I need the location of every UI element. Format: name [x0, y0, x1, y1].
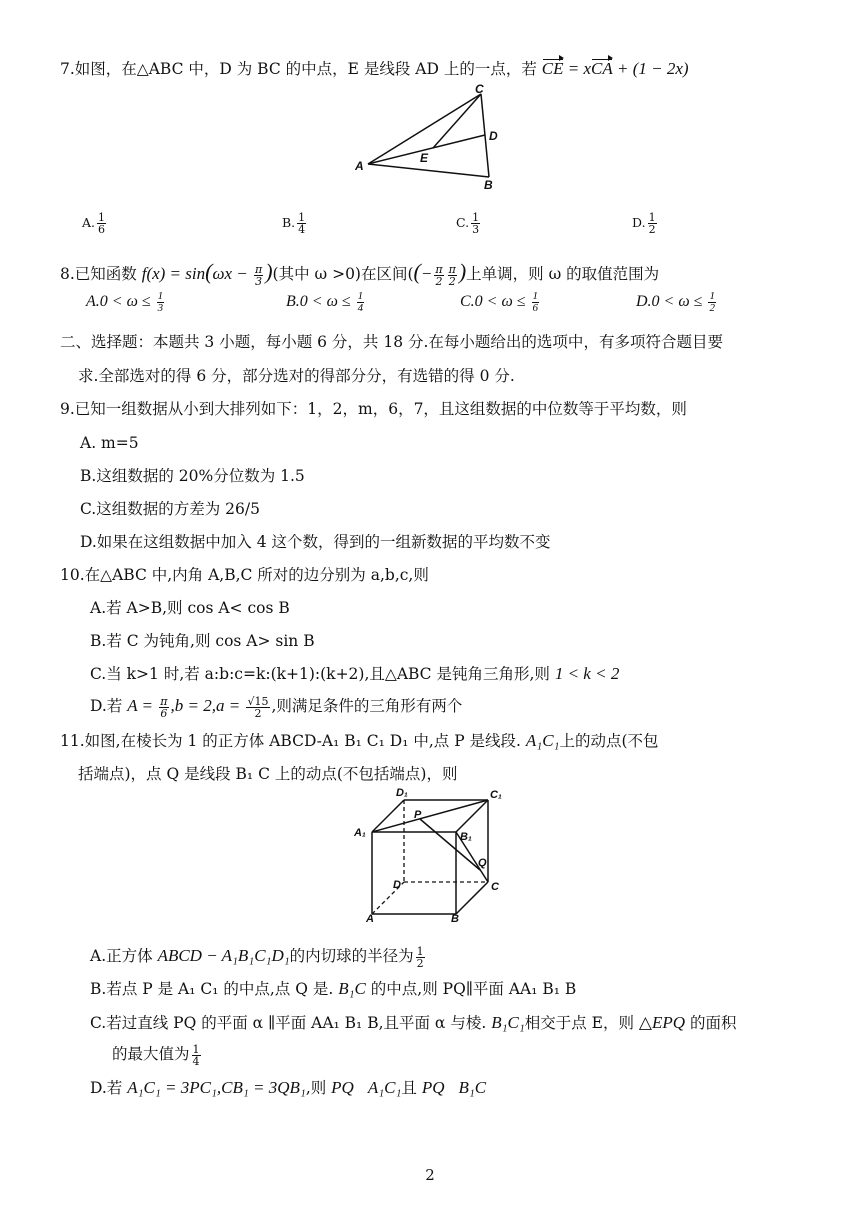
q11-option-c-line1: C.若过直线 PQ 的平面 α ∥平面 AA₁ B₁ B,且平面 α 与棱. B₁C₁相交于点 E，则 △EPQ 的面积	[90, 1013, 737, 1032]
label-c: C	[475, 82, 484, 96]
q10-option-a: A.若 A>B,则 cos A< cos B	[90, 599, 290, 617]
q8-option-b: B.0 < ω ≤ $\frac{1}{4}$	[286, 290, 364, 314]
label-q: Q	[478, 857, 487, 869]
vector-ce: CE	[541, 59, 564, 78]
label-c1: C₁	[490, 789, 502, 801]
q8-option-a: A.0 < ω ≤ $\frac{1}{3}$	[86, 290, 164, 314]
label-d: D	[489, 129, 498, 143]
label-b: B	[451, 913, 459, 922]
label-a: A	[366, 913, 374, 922]
triangle-figure	[355, 82, 505, 192]
q8-option-d: D.0 < ω ≤ $\frac{1}{2}$	[636, 290, 715, 314]
q7-option-d: D. $\frac{1}{2}$	[632, 211, 656, 236]
section2-header-line1: 二、选择题：本题共 3 小题，每小题 6 分，共 18 分.在每小题给出的选项中，有多项符合题目要	[60, 333, 723, 351]
q9-option-b: B.这组数据的 20%分位数为 1.5	[80, 467, 305, 485]
label-a: A	[355, 159, 364, 173]
q9-option-c: C.这组数据的方差为 26/5	[80, 500, 260, 518]
q9-option-d: D.如果在这组数据中加入 4 这个数，得到的一组新数据的平均数不变	[80, 533, 551, 551]
q7-stem	[60, 58, 689, 80]
label-d1: D₁	[396, 787, 408, 799]
label-b1: B₁	[460, 831, 472, 843]
q7-option-a: A. $\frac{1}{6}$	[82, 211, 106, 236]
q11-option-a: A.正方体 ABCD − A₁B₁C₁D₁的内切球的半径为 $\frac{1}{2}$	[90, 944, 424, 970]
page-number: 2	[425, 1166, 435, 1184]
label-c: C	[491, 881, 499, 893]
label-a1: A₁	[354, 827, 366, 839]
label-p: P	[414, 809, 422, 821]
q11-stem-line2: 括端点)，点 Q 是线段 B₁ C 上的动点(不包括端点)，则	[78, 765, 458, 783]
label-e: E	[420, 151, 429, 165]
q11-option-c-line2: 的最大值为 $\frac{1}{4}$	[112, 1042, 200, 1068]
section2-header-line2: 求.全部选对的得 6 分，部分选对的得部分分，有选错的得 0 分.	[78, 367, 515, 385]
q8-stem: 8.已知函数 f(x) = sin(ωx − $\frac{\pi}{3}$ )(其中 ω >0)在区间((− $\frac{\pi}{2}$ $\frac{\pi}{2}$ )上单调，则 ω 的取值范围为	[60, 259, 660, 288]
segment-ce	[433, 94, 481, 148]
q7-option-c: C. $\frac{1}{3}$	[456, 211, 480, 236]
q7-stem-text: 7.如图，在△ABC 中，D 为 BC 的中点，E 是线段 AD 上的一点，若	[60, 60, 542, 78]
vector-ca: CA	[591, 59, 613, 78]
cube-figure	[350, 786, 510, 922]
q10-option-d: D.若 A = $\frac{\pi}{6}$ ,b = 2,a = $\frac{√15}{2}$ ,则满足条件的三角形有两个	[90, 694, 463, 720]
q8-option-c: C.0 < ω ≤ $\frac{1}{6}$	[460, 290, 539, 314]
q10-stem: 10.在△ABC 中,内角 A,B,C 所对的边分别为 a,b,c,则	[60, 566, 429, 584]
label-d: D	[393, 879, 401, 891]
q10-option-b: B.若 C 为钝角,则 cos A> sin B	[90, 632, 315, 650]
q11-option-b: B.若点 P 是 A₁ C₁ 的中点,点 Q 是. B₁C 的中点,则 PQ∥平面 AA₁ B₁ B	[90, 979, 577, 998]
label-b: B	[484, 178, 493, 192]
q7-eq-mid: = x	[563, 59, 592, 78]
q10-option-c: C.当 k>1 时,若 a:b:c=k:(k+1):(k+2),且△ABC 是钝角三角形,则 1 < k < 2	[90, 664, 620, 683]
q7-eq-tail: + (1 − 2x)	[612, 59, 689, 78]
q7-option-b: B. $\frac{1}{4}$	[282, 211, 306, 236]
q9-stem: 9.已知一组数据从小到大排列如下：1，2，m，6，7，且这组数据的中位数等于平均数，则	[60, 400, 687, 418]
q11-stem-line1: 11.如图,在棱长为 1 的正方体 ABCD-A₁ B₁ C₁ D₁ 中,点 P 是线段. A₁C₁上的动点(不包	[60, 731, 659, 750]
q9-option-a: A. m=5	[80, 434, 139, 452]
edge-ab	[368, 164, 489, 177]
q11-option-d: D.若 A₁C₁ = 3PC₁,CB₁ = 3QB₁,则 PQ A₁C₁且 PQ B₁C	[90, 1078, 487, 1097]
